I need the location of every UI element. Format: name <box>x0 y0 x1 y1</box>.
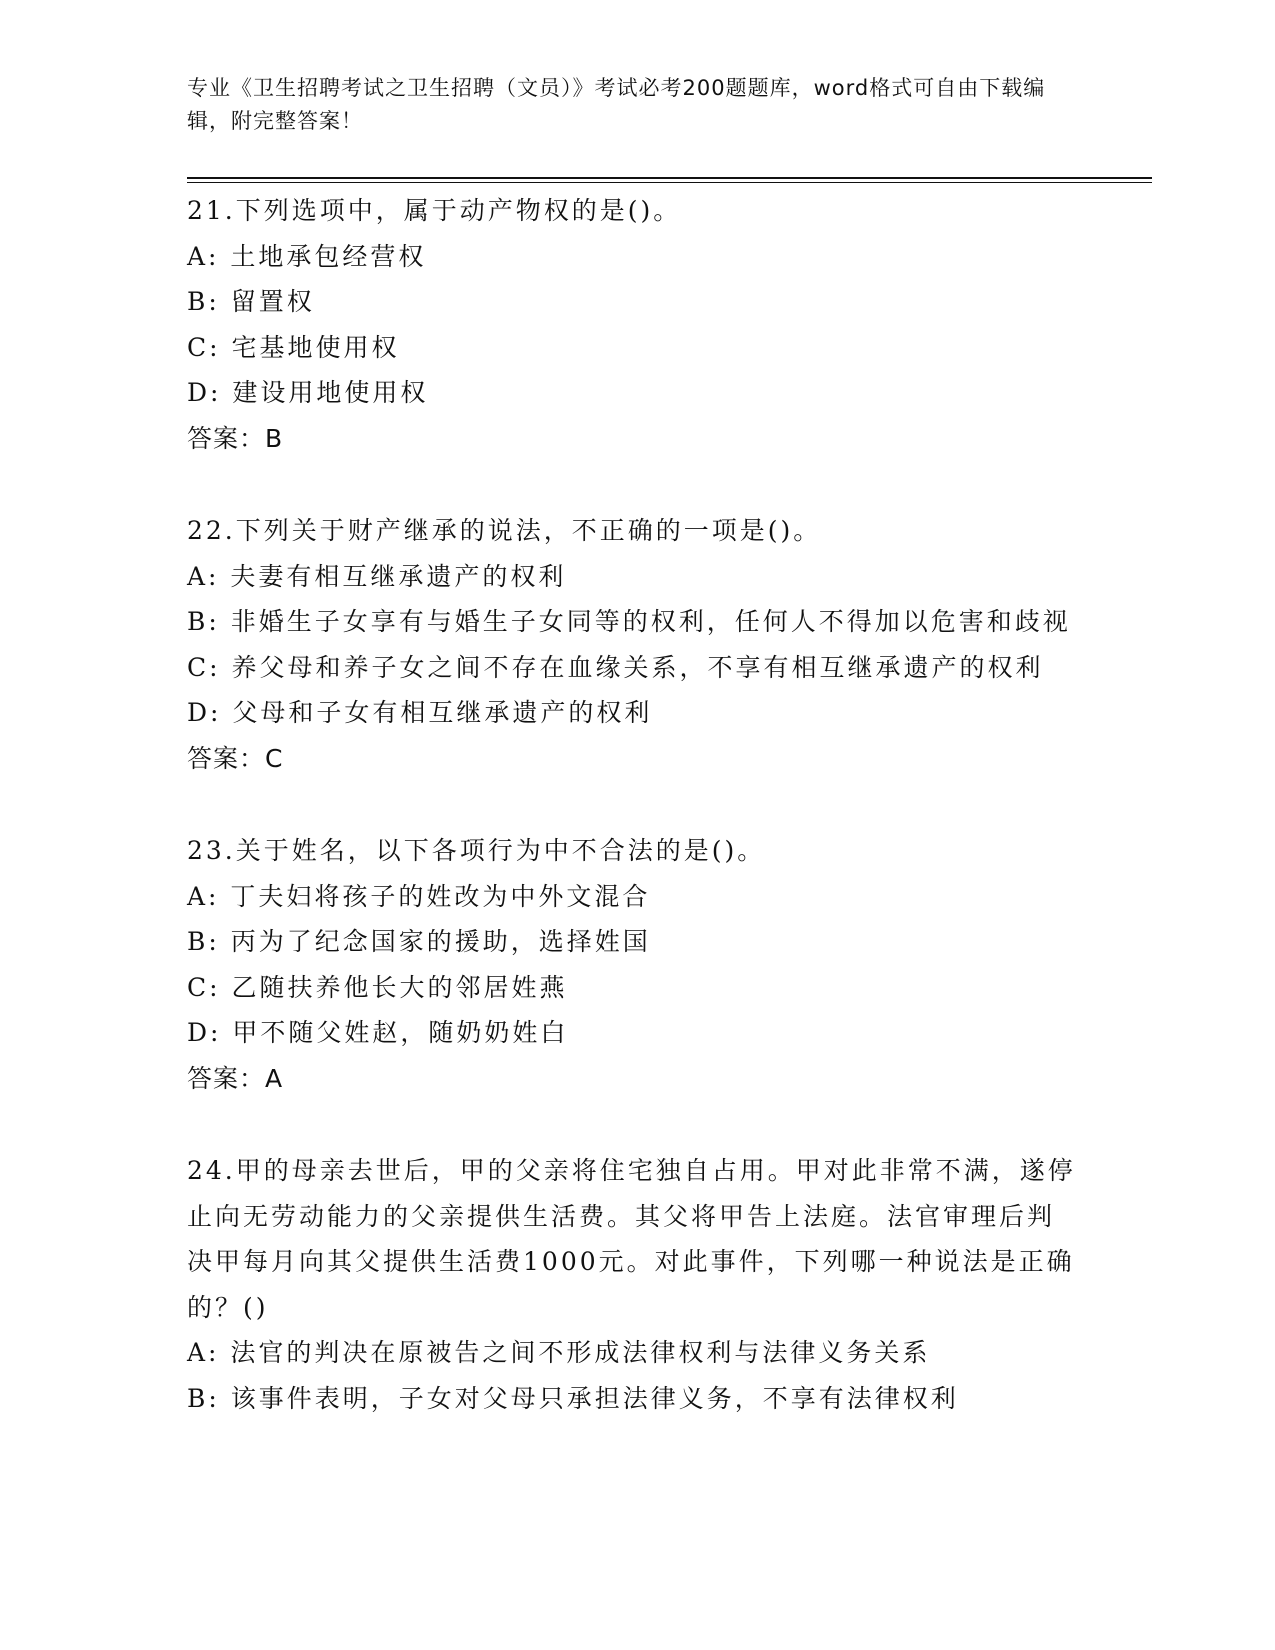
question-list <box>187 188 1077 1468</box>
answer-text: 答案：B <box>187 423 284 453</box>
question-24 <box>187 1148 1077 1421</box>
answer-text: 答案：C <box>187 743 284 773</box>
option-b: B: 该事件表明，子女对父母只承担法律义务，不享有法律权利 <box>187 1383 959 1413</box>
option-b: B: 丙为了纪念国家的援助，选择姓国 <box>187 927 651 956</box>
question-23 <box>187 828 1077 1101</box>
question-stem: 21.下列选项中，属于动产物权的是()。 <box>187 196 682 225</box>
option-c: C: 宅基地使用权 <box>187 332 400 362</box>
option-c: C: 乙随扶养他长大的邻居姓燕 <box>187 972 568 1002</box>
option-a: A: 法官的判决在原被告之间不形成法律权利与法律义务关系 <box>187 1338 931 1367</box>
answer-text: 答案：A <box>187 1063 284 1093</box>
option-a: A: 土地承包经营权 <box>187 241 427 271</box>
option-d: D: 建设用地使用权 <box>187 378 429 407</box>
option-b: B: 非婚生子女享有与婚生子女同等的权利，任何人不得加以危害和歧视 <box>187 607 1071 636</box>
option-a: A: 夫妻有相互继承遗产的权利 <box>187 561 567 591</box>
document-header: 专业《卫生招聘考试之卫生招聘（文员）》考试必考200题题库，word格式可自由下载编辑，附完整答案！ <box>187 76 1046 133</box>
option-c: C: 养父母和养子女之间不存在血缘关系，不享有相互继承遗产的权利 <box>187 652 1044 682</box>
option-b: B: 留置权 <box>187 287 315 316</box>
header-divider-thick <box>187 177 1152 179</box>
question-22 <box>187 508 1077 781</box>
option-d: D: 父母和子女有相互继承遗产的权利 <box>187 698 653 727</box>
question-stem: 22.下列关于财产继承的说法，不正确的一项是()。 <box>187 516 822 545</box>
header-divider-thin <box>187 182 1152 183</box>
option-d: D: 甲不随父姓赵，随奶奶姓白 <box>187 1018 569 1047</box>
question-21 <box>187 188 1077 461</box>
question-stem: 24.甲的母亲去世后，甲的父亲将住宅独自占用。甲对此非常不满，遂停止向无劳动能力的父亲提供生活费。其父将甲告上法庭。法官审理后判决甲每月向其父提供生活费1000元。对此事件，下列哪一种说法是正确的？() <box>187 1156 1076 1322</box>
question-stem: 23.关于姓名，以下各项行为中不合法的是()。 <box>187 836 766 865</box>
option-a: A: 丁夫妇将孩子的姓改为中外文混合 <box>187 881 651 911</box>
